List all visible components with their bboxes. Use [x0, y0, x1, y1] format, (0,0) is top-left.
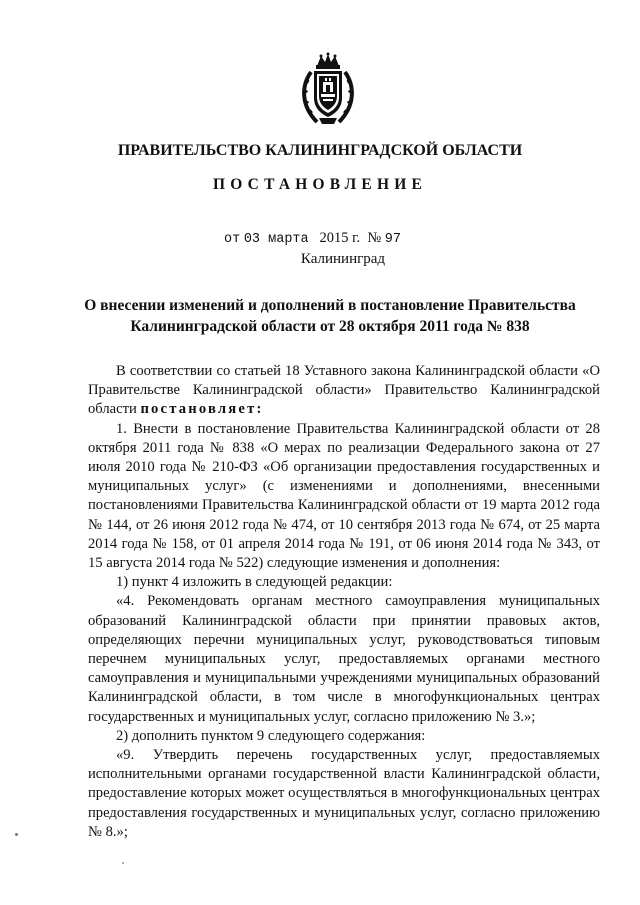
- organization-title: ПРАВИТЕЛЬСТВО КАЛИНИНГРАДСКОЙ ОБЛАСТИ: [117, 142, 523, 159]
- intro-text: В соответствии со статьей 18 Уставного закона Калининградской области «О Правительстве Калининградской области» Правительство Калининградской области: [88, 363, 600, 418]
- date-day-month: 03 марта: [243, 232, 309, 247]
- document-type-title: ПОСТАНОВЛЕНИЕ: [212, 176, 428, 193]
- scan-mark: [122, 862, 124, 864]
- document-date-number: [224, 230, 401, 247]
- document-body: [88, 362, 600, 842]
- document-subject: О внесении изменений и дополнений в постановление Правительства Калининградской области от 28 октября 2011 года № 838: [84, 297, 576, 335]
- paragraph-3: «4. Рекомендовать органам местного самоуправления муниципальных образований Калининградской области при принятии правовых актов, определяющих перечни муниципальных услуг, руководствоваться типовым перечнем муниципальных услуг, предоставляемых органами местного самоуправления и муниципальными учреждениями муниципальных образований Калининградской области, в том числе в многофункциональных центрах государственных и муниципальных услуг, согласно приложению № 3.»;: [88, 593, 600, 725]
- date-year: 2015 г.: [319, 230, 361, 246]
- paragraph-2: 1) пункт 4 изложить в следующей редакции:: [116, 574, 393, 591]
- scan-mark: [15, 833, 18, 836]
- intro-paragraph: [88, 362, 600, 420]
- date-prefix: от: [224, 232, 241, 247]
- intro-verb: постановляет:: [140, 401, 264, 418]
- paragraph-5: «9. Утвердить перечень государственных услуг, предоставляемых исполнительными органами государственной власти Калининградской области, предоставление которых может осуществляться в многофункциональных центрах предоставления государственных и муниципальных услуг, согласно приложению № 8.»;: [88, 747, 600, 840]
- city-name: Калининград: [300, 251, 386, 267]
- coat-of-arms-icon: [299, 52, 357, 128]
- document-number: 97: [384, 232, 401, 247]
- paragraph-4: 2) дополнить пунктом 9 следующего содержания:: [116, 727, 426, 744]
- number-sign: №: [367, 230, 382, 246]
- paragraph-1: 1. Внести в постановление Правительства Калининградской области от 28 октября 2011 года № 838 «О мерах по реализации Федерального закона от 27 июля 2010 года № 210-ФЗ «Об организации предоставления государственных и муниципальных услуг» (с изменениями и дополнениями, внесенными постановлениями Правительства Калининградской области от 19 марта 2012 года № 144, от 26 июня 2012 года № 474, от 10 сентября 2013 года № 674, от 25 марта 2014 года № 158, от 01 апреля 2014 года № 191, от 06 июня 2014 года № 343, от 15 августа 2014 года № 522) следующие изменения и дополнения:: [88, 420, 600, 572]
